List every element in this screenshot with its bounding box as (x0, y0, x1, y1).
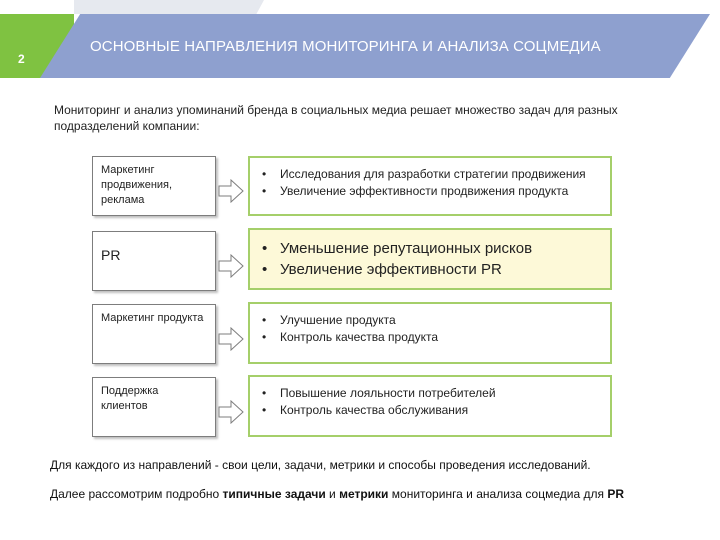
result-box-customer-support (248, 375, 612, 437)
arrow-right-icon (218, 327, 244, 351)
summary-line-1: Для каждого из направлений - свои цели, задачи, метрики и способы проведения исследований. (50, 458, 591, 472)
category-label: Маркетинг продвижения, реклама (101, 164, 173, 206)
result-item: • Контроль качества продукта (258, 329, 600, 346)
category-label: Поддержка клиентов (101, 385, 159, 412)
result-item: • Уменьшение репутационных рисков (258, 238, 600, 259)
summary-emphasis: типичные задачи (222, 487, 326, 501)
slide-number: 2 (18, 52, 25, 66)
summary-text: Далее рассомотрим подробно (50, 487, 223, 501)
summary-text: мониторинга и анализа соцмедиа для (388, 487, 608, 501)
result-item: • Увеличение эффективности продвижения продукта (258, 183, 600, 200)
category-product-marketing (92, 304, 216, 364)
header-top-strip (74, 0, 264, 14)
result-box-pr (248, 228, 612, 290)
result-item: • Увеличение эффективности PR (258, 259, 600, 280)
result-item: • Контроль качества обслуживания (258, 402, 600, 419)
summary-emphasis: PR (607, 487, 624, 501)
category-label: Маркетинг продукта (101, 312, 204, 324)
result-item: • Исследования для разработки стратегии продвижения (258, 166, 600, 183)
arrow-right-icon (218, 400, 244, 424)
slide-title: ОСНОВНЫЕ НАПРАВЛЕНИЯ МОНИТОРИНГА И АНАЛИЗА СОЦМЕДИА (90, 38, 601, 55)
result-item: • Улучшение продукта (258, 312, 600, 329)
arrow-right-icon (218, 254, 244, 278)
category-marketing-promotion (92, 156, 216, 216)
summary-line-2 (50, 487, 624, 501)
category-pr (92, 231, 216, 291)
category-label: PR (101, 247, 121, 263)
result-box-product-marketing (248, 302, 612, 364)
summary-emphasis: метрики (339, 487, 389, 501)
arrow-right-icon (218, 179, 244, 203)
intro-text: Мониторинг и анализ упоминаний бренда в социальных медиа решает множество задач для разных подразделений компании: (54, 103, 618, 133)
summary-text: и (325, 487, 340, 501)
result-item: • Повышение лояльности потребителей (258, 385, 600, 402)
category-customer-support (92, 377, 216, 437)
result-box-marketing-promotion (248, 156, 612, 216)
